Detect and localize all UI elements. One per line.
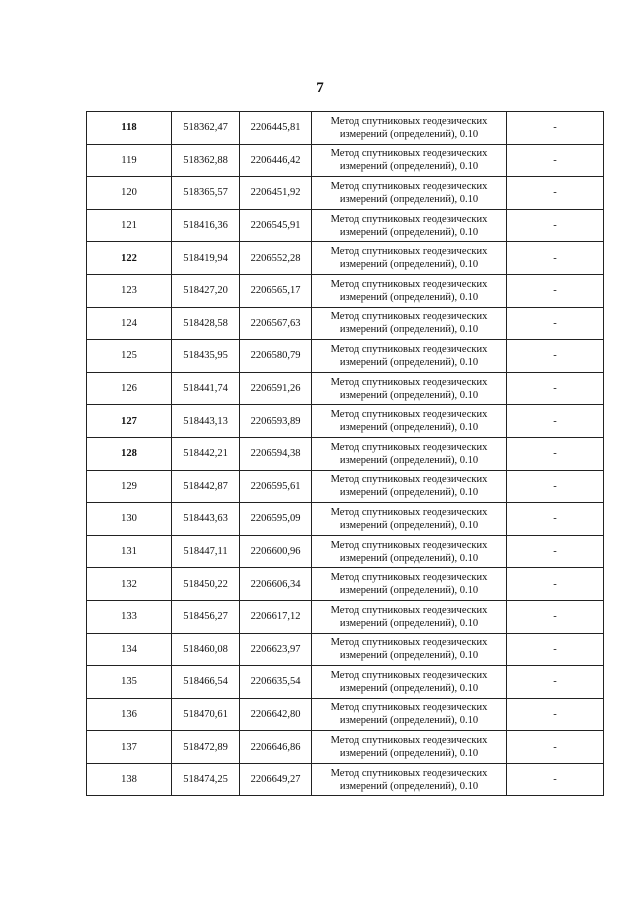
x-coordinate-cell: 518447,11 xyxy=(172,535,240,568)
x-coordinate-cell: 518416,36 xyxy=(172,209,240,242)
method-cell xyxy=(312,372,507,405)
table-row xyxy=(87,568,604,601)
x-coordinate-cell: 518456,27 xyxy=(172,600,240,633)
method-line-1: Метод спутниковых геодезических xyxy=(330,278,488,290)
point-number-cell: 129 xyxy=(87,470,172,503)
method-line-2: измерений (определений), 0.10 xyxy=(339,780,479,792)
y-coordinate-cell: 2206445,81 xyxy=(240,112,312,145)
table-row xyxy=(87,405,604,438)
note-cell: - xyxy=(507,177,604,210)
y-coordinate-cell: 2206617,12 xyxy=(240,600,312,633)
page-number: 7 xyxy=(316,80,324,96)
note-cell: - xyxy=(507,763,604,796)
y-coordinate-cell: 2206606,34 xyxy=(240,568,312,601)
method-cell xyxy=(312,307,507,340)
point-number-cell: 131 xyxy=(87,535,172,568)
point-number-cell: 124 xyxy=(87,307,172,340)
method-line-1: Метод спутниковых геодезических xyxy=(330,180,488,192)
note-cell: - xyxy=(507,503,604,536)
note-cell: - xyxy=(507,633,604,666)
method-cell xyxy=(312,274,507,307)
point-number-cell: 135 xyxy=(87,666,172,699)
x-coordinate-cell: 518419,94 xyxy=(172,242,240,275)
method-line-1: Метод спутниковых геодезических xyxy=(330,115,488,127)
method-line-1: Метод спутниковых геодезических xyxy=(330,669,488,681)
y-coordinate-cell: 2206642,80 xyxy=(240,698,312,731)
note-cell: - xyxy=(507,535,604,568)
note-cell: - xyxy=(507,470,604,503)
method-cell xyxy=(312,340,507,373)
x-coordinate-cell: 518474,25 xyxy=(172,763,240,796)
method-cell xyxy=(312,144,507,177)
method-line-2: измерений (определений), 0.10 xyxy=(339,617,479,629)
table-row xyxy=(87,763,604,796)
method-line-2: измерений (определений), 0.10 xyxy=(339,748,479,760)
note-cell: - xyxy=(507,112,604,145)
method-cell xyxy=(312,112,507,145)
method-cell xyxy=(312,698,507,731)
method-cell xyxy=(312,633,507,666)
table-row xyxy=(87,274,604,307)
method-line-1: Метод спутниковых геодезических xyxy=(330,213,488,225)
method-cell xyxy=(312,763,507,796)
x-coordinate-cell: 518450,22 xyxy=(172,568,240,601)
table-row xyxy=(87,633,604,666)
method-line-1: Метод спутниковых геодезических xyxy=(330,474,488,486)
method-line-2: измерений (определений), 0.10 xyxy=(339,487,479,499)
table-row xyxy=(87,666,604,699)
method-line-2: измерений (определений), 0.10 xyxy=(339,291,479,303)
method-line-2: измерений (определений), 0.10 xyxy=(339,324,479,336)
note-cell: - xyxy=(507,307,604,340)
table-row xyxy=(87,177,604,210)
method-line-1: Метод спутниковых геодезических xyxy=(330,767,488,779)
table-row xyxy=(87,470,604,503)
method-cell xyxy=(312,503,507,536)
method-cell xyxy=(312,437,507,470)
x-coordinate-cell: 518442,87 xyxy=(172,470,240,503)
point-number-cell: 119 xyxy=(87,144,172,177)
method-line-2: измерений (определений), 0.10 xyxy=(339,519,479,531)
table-row xyxy=(87,340,604,373)
table-row xyxy=(87,698,604,731)
method-line-1: Метод спутниковых геодезических xyxy=(330,311,488,323)
table-row xyxy=(87,372,604,405)
x-coordinate-cell: 518441,74 xyxy=(172,372,240,405)
point-number-cell: 137 xyxy=(87,731,172,764)
method-line-1: Метод спутниковых геодезических xyxy=(330,702,488,714)
x-coordinate-cell: 518362,47 xyxy=(172,112,240,145)
point-number-cell: 118 xyxy=(87,112,172,145)
note-cell: - xyxy=(507,731,604,764)
method-line-1: Метод спутниковых геодезических xyxy=(330,441,488,453)
table-row xyxy=(87,144,604,177)
y-coordinate-cell: 2206600,96 xyxy=(240,535,312,568)
method-line-1: Метод спутниковых геодезических xyxy=(330,148,488,160)
method-line-1: Метод спутниковых геодезических xyxy=(330,376,488,388)
x-coordinate-cell: 518442,21 xyxy=(172,437,240,470)
x-coordinate-cell: 518460,08 xyxy=(172,633,240,666)
table-row xyxy=(87,600,604,633)
note-cell: - xyxy=(507,340,604,373)
y-coordinate-cell: 2206595,09 xyxy=(240,503,312,536)
point-number-cell: 126 xyxy=(87,372,172,405)
method-line-2: измерений (определений), 0.10 xyxy=(339,193,479,205)
table-row xyxy=(87,437,604,470)
note-cell: - xyxy=(507,209,604,242)
y-coordinate-cell: 2206552,28 xyxy=(240,242,312,275)
point-number-cell: 122 xyxy=(87,242,172,275)
method-cell xyxy=(312,209,507,242)
x-coordinate-cell: 518435,95 xyxy=(172,340,240,373)
x-coordinate-cell: 518365,57 xyxy=(172,177,240,210)
point-number-cell: 136 xyxy=(87,698,172,731)
method-line-2: измерений (определений), 0.10 xyxy=(339,422,479,434)
x-coordinate-cell: 518443,63 xyxy=(172,503,240,536)
method-line-2: измерений (определений), 0.10 xyxy=(339,259,479,271)
method-line-2: измерений (определений), 0.10 xyxy=(339,161,479,173)
method-cell xyxy=(312,405,507,438)
method-cell xyxy=(312,600,507,633)
note-cell: - xyxy=(507,666,604,699)
method-cell xyxy=(312,568,507,601)
x-coordinate-cell: 518472,89 xyxy=(172,731,240,764)
method-line-2: измерений (определений), 0.10 xyxy=(339,650,479,662)
point-number-cell: 120 xyxy=(87,177,172,210)
y-coordinate-cell: 2206446,42 xyxy=(240,144,312,177)
note-cell: - xyxy=(507,405,604,438)
method-line-1: Метод спутниковых геодезических xyxy=(330,604,488,616)
y-coordinate-cell: 2206649,27 xyxy=(240,763,312,796)
x-coordinate-cell: 518427,20 xyxy=(172,274,240,307)
coordinates-table xyxy=(86,111,604,796)
table-row xyxy=(87,731,604,764)
note-cell: - xyxy=(507,372,604,405)
x-coordinate-cell: 518443,13 xyxy=(172,405,240,438)
y-coordinate-cell: 2206565,17 xyxy=(240,274,312,307)
y-coordinate-cell: 2206646,86 xyxy=(240,731,312,764)
point-number-cell: 138 xyxy=(87,763,172,796)
method-line-2: измерений (определений), 0.10 xyxy=(339,454,479,466)
note-cell: - xyxy=(507,698,604,731)
point-number-cell: 128 xyxy=(87,437,172,470)
method-line-2: измерений (определений), 0.10 xyxy=(339,585,479,597)
y-coordinate-cell: 2206580,79 xyxy=(240,340,312,373)
y-coordinate-cell: 2206451,92 xyxy=(240,177,312,210)
point-number-cell: 130 xyxy=(87,503,172,536)
x-coordinate-cell: 518428,58 xyxy=(172,307,240,340)
method-line-2: измерений (определений), 0.10 xyxy=(339,128,479,140)
y-coordinate-cell: 2206635,54 xyxy=(240,666,312,699)
method-cell xyxy=(312,731,507,764)
method-line-1: Метод спутниковых геодезических xyxy=(330,539,488,551)
point-number-cell: 121 xyxy=(87,209,172,242)
table-row xyxy=(87,242,604,275)
y-coordinate-cell: 2206623,97 xyxy=(240,633,312,666)
table-row xyxy=(87,307,604,340)
y-coordinate-cell: 2206545,91 xyxy=(240,209,312,242)
note-cell: - xyxy=(507,144,604,177)
method-line-2: измерений (определений), 0.10 xyxy=(339,226,479,238)
table-row xyxy=(87,535,604,568)
point-number-cell: 125 xyxy=(87,340,172,373)
y-coordinate-cell: 2206591,26 xyxy=(240,372,312,405)
x-coordinate-cell: 518362,88 xyxy=(172,144,240,177)
table-row xyxy=(87,503,604,536)
method-cell xyxy=(312,177,507,210)
method-line-1: Метод спутниковых геодезических xyxy=(330,637,488,649)
y-coordinate-cell: 2206593,89 xyxy=(240,405,312,438)
method-line-1: Метод спутниковых геодезических xyxy=(330,572,488,584)
point-number-cell: 133 xyxy=(87,600,172,633)
method-line-2: измерений (определений), 0.10 xyxy=(339,682,479,694)
method-line-1: Метод спутниковых геодезических xyxy=(330,409,488,421)
point-number-cell: 123 xyxy=(87,274,172,307)
method-line-2: измерений (определений), 0.10 xyxy=(339,389,479,401)
method-line-1: Метод спутниковых геодезических xyxy=(330,343,488,355)
table-row xyxy=(87,209,604,242)
x-coordinate-cell: 518470,61 xyxy=(172,698,240,731)
x-coordinate-cell: 518466,54 xyxy=(172,666,240,699)
method-cell xyxy=(312,470,507,503)
point-number-cell: 132 xyxy=(87,568,172,601)
note-cell: - xyxy=(507,568,604,601)
point-number-cell: 127 xyxy=(87,405,172,438)
method-line-1: Метод спутниковых геодезических xyxy=(330,735,488,747)
method-line-1: Метод спутниковых геодезических xyxy=(330,246,488,258)
note-cell: - xyxy=(507,274,604,307)
method-cell xyxy=(312,666,507,699)
y-coordinate-cell: 2206595,61 xyxy=(240,470,312,503)
table-row xyxy=(87,112,604,145)
method-cell xyxy=(312,535,507,568)
note-cell: - xyxy=(507,242,604,275)
y-coordinate-cell: 2206594,38 xyxy=(240,437,312,470)
coordinates-table-body xyxy=(87,112,604,796)
method-line-2: измерений (определений), 0.10 xyxy=(339,552,479,564)
note-cell: - xyxy=(507,437,604,470)
method-line-1: Метод спутниковых геодезических xyxy=(330,506,488,518)
method-cell xyxy=(312,242,507,275)
note-cell: - xyxy=(507,600,604,633)
point-number-cell: 134 xyxy=(87,633,172,666)
y-coordinate-cell: 2206567,63 xyxy=(240,307,312,340)
method-line-2: измерений (определений), 0.10 xyxy=(339,356,479,368)
method-line-2: измерений (определений), 0.10 xyxy=(339,715,479,727)
